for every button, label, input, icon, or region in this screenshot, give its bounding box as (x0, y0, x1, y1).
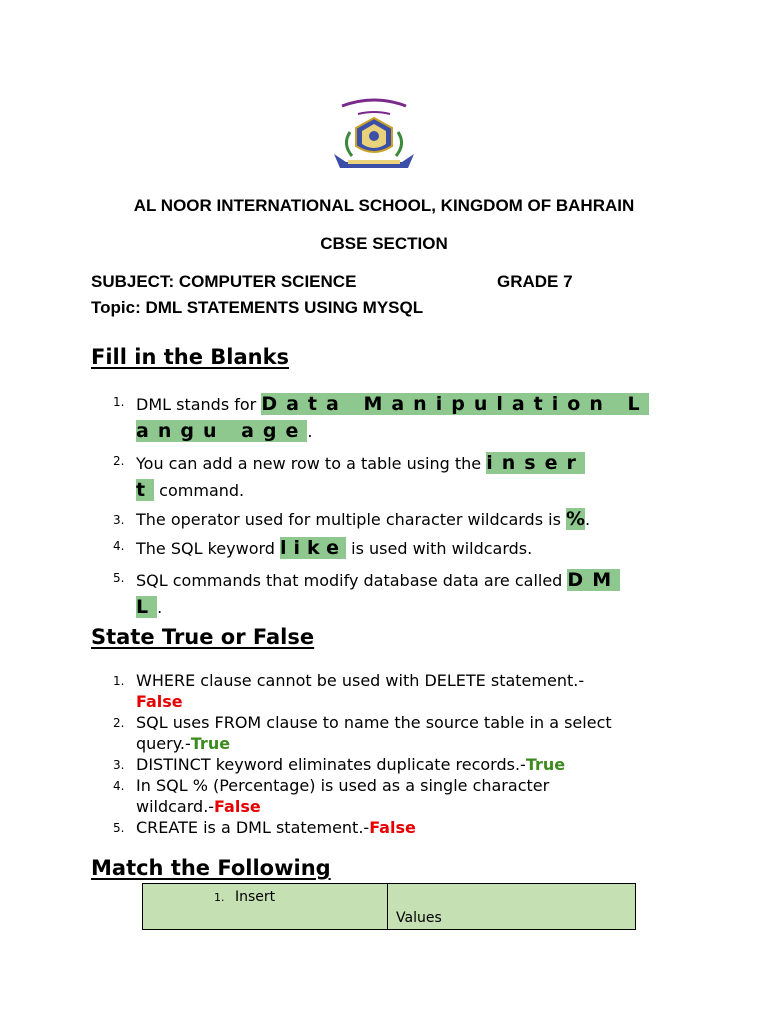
list-item (91, 391, 671, 445)
school-name: AL NOOR INTERNATIONAL SCHOOL, KINGDOM OF BAHRAIN (133, 196, 635, 215)
item-number: 1. (113, 395, 125, 409)
statement-text: wildcard.- (136, 797, 215, 816)
question-text: DML stands for (136, 395, 262, 414)
list-item (91, 567, 671, 621)
item-number: 3. (113, 758, 125, 772)
statement-text: WHERE clause cannot be used with DELETE statement.- (136, 671, 585, 690)
true-false-list (91, 670, 671, 838)
match-heading: Match the Following (91, 856, 331, 880)
topic-line: Topic: DML STATEMENTS USING MYSQL (91, 298, 424, 317)
answer-highlight: angu age (136, 420, 308, 442)
match-right-cell (388, 884, 636, 930)
question-text: SQL commands that modify database data are called (136, 571, 568, 590)
subject-line: SUBJECT: COMPUTER SCIENCE (91, 272, 357, 291)
question-text: The operator used for multiple character wildcards is (136, 510, 566, 529)
list-item (91, 754, 671, 775)
answer-false: False (369, 818, 416, 837)
list-item (91, 670, 671, 712)
answer-highlight: Data Manipulation L (261, 393, 649, 415)
grade-line: GRADE 7 (497, 272, 573, 291)
question-text: command. (154, 481, 245, 500)
item-number: 2. (113, 454, 125, 468)
answer-highlight: % (566, 508, 586, 530)
fill-blanks-list (91, 391, 671, 626)
statement-text: CREATE is a DML statement.- (136, 818, 370, 837)
answer-highlight: L (136, 596, 158, 618)
list-item (91, 817, 671, 838)
fill-blanks-heading: Fill in the Blanks (91, 345, 290, 369)
item-number: 3. (113, 513, 125, 527)
question-text: You can add a new row to a table using the (136, 454, 487, 473)
statement-text: In SQL % (Percentage) is used as a single character (136, 776, 550, 795)
match-table (142, 883, 636, 930)
statement-text: SQL uses FROM clause to name the source table in a select (136, 713, 612, 732)
answer-highlight: t (136, 479, 155, 501)
list-item (91, 450, 671, 504)
question-text: . (307, 422, 313, 441)
question-text: . (157, 598, 163, 617)
section-name: CBSE SECTION (320, 234, 448, 253)
question-text: . (585, 510, 591, 529)
list-item (91, 509, 671, 530)
statement-text: query.- (136, 734, 191, 753)
match-right-text: Values (396, 910, 442, 926)
item-number: 4. (113, 539, 125, 553)
question-text: The SQL keyword (136, 539, 281, 558)
item-number: 5. (113, 821, 125, 835)
list-item (91, 775, 671, 817)
item-number: 1. (113, 674, 125, 688)
table-row (143, 884, 636, 930)
school-logo (328, 96, 420, 172)
item-number: 2. (113, 716, 125, 730)
match-left-cell (143, 884, 388, 930)
item-number: 5. (113, 571, 125, 585)
item-number: 1. (214, 891, 225, 904)
answer-true: True (190, 734, 231, 753)
list-item (91, 712, 671, 754)
item-number: 4. (113, 779, 125, 793)
question-text: is used with wildcards. (346, 539, 533, 558)
list-item (91, 535, 671, 562)
answer-highlight: like (280, 537, 347, 559)
true-false-heading: State True or False (91, 625, 315, 649)
match-left-text: Insert (235, 889, 276, 905)
answer-false: False (136, 692, 183, 711)
answer-true: True (525, 755, 566, 774)
answer-highlight: DM (567, 569, 621, 591)
answer-highlight: inser (486, 452, 585, 474)
statement-text: DISTINCT keyword eliminates duplicate records.- (136, 755, 526, 774)
answer-false: False (214, 797, 261, 816)
